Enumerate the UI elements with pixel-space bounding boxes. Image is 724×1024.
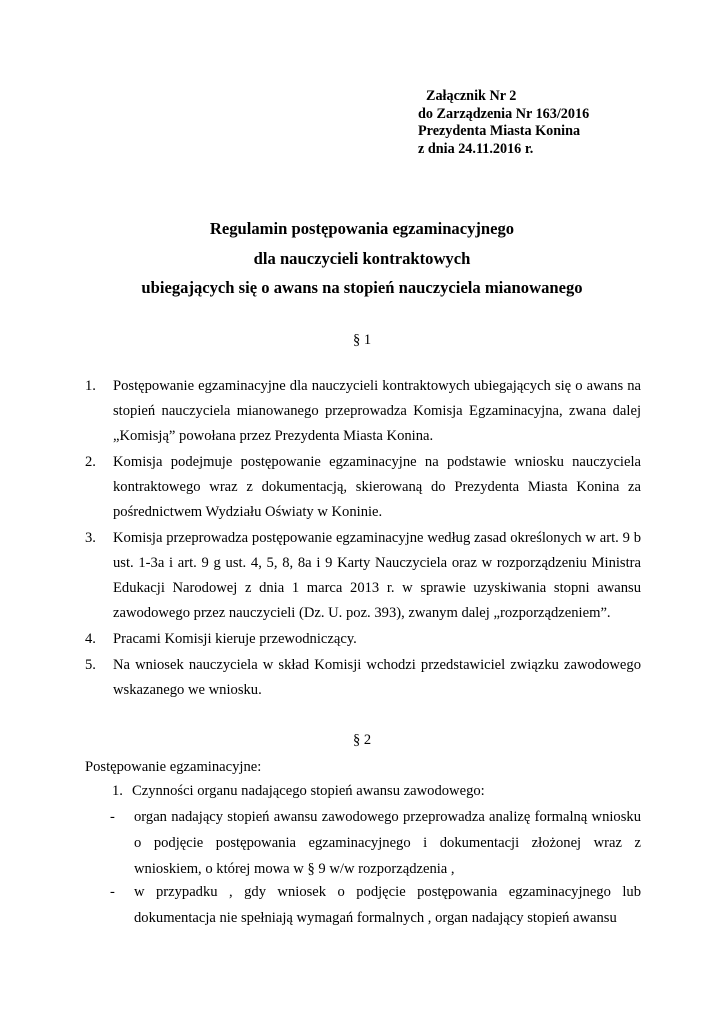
section-2-subitem [112, 779, 485, 804]
section-2-heading: § 2 [352, 732, 372, 748]
list-item-text: Postępowanie egzaminacyjne dla nauczycieli kontraktowych ubiegających się o awans na stopień nauczyciela mianowanego przeprowadza Komisja Egzaminacyjna, zwana dalej „Komisją” powołana przez Prezydenta Miasta Konina. [113, 378, 641, 444]
list-item-number: 3. [85, 530, 96, 546]
list-item [85, 526, 641, 626]
list-item [85, 450, 641, 525]
dash-item-text: w przypadku , gdy wniosek o podjęcie postępowania egzaminacyjnego lub dokumentacja nie spełniają wymagań formalnych , organ nadający stopień awansu [134, 884, 641, 926]
list-item-number: 2. [85, 454, 96, 470]
list-item-number: 5. [85, 657, 96, 673]
dash-item [110, 804, 641, 882]
section-1-list [85, 374, 641, 704]
subitem-text: Czynności organu nadającego stopień awansu zawodowego: [132, 783, 485, 799]
document-title [0, 214, 724, 303]
dash-item [110, 879, 641, 931]
title-line-1: Regulamin postępowania egzaminacyjnego [209, 219, 515, 238]
dash-marker: - [110, 809, 115, 825]
title-line-2: dla nauczycieli kontraktowych [253, 248, 471, 268]
section-1-heading: § 1 [352, 332, 372, 348]
attachment-header [418, 88, 589, 158]
title-line-3: ubiegających się o awans na stopień nauczyciela mianowanego [141, 278, 583, 297]
list-item [85, 653, 641, 703]
list-item-number: 1. [85, 378, 96, 394]
list-item-number: 4. [85, 631, 96, 647]
list-item-text: Komisja przeprowadza postępowanie egzaminacyjne według zasad określonych w art. 9 b ust. 1-3a i art. 9 g ust. 4, 5, 8, 8a i 9 Karty Nauczyciela oraz w rozporządzeniu Ministra Edukacji Narodowej z dnia 1 marca 2013 r. w sprawie uzyskiwania stopni awansu zawodowego przez nauczycieli (Dz. U. poz. 393), zwanym dalej „rozporządzeniem”. [113, 530, 641, 621]
dash-marker: - [110, 884, 115, 900]
attachment-number: Załącznik Nr 2 [426, 88, 517, 104]
ordinance-reference: do Zarządzenia Nr 163/2016 [418, 105, 590, 122]
list-item-text: Pracami Komisji kieruje przewodniczący. [113, 631, 357, 647]
list-item [85, 627, 641, 652]
list-item-text: Komisja podejmuje postępowanie egzaminacyjne na podstawie wniosku nauczyciela kontraktowego wraz z dokumentacją, skierowaną do Prezydenta Miasta Konina za pośrednictwem Wydziału Oświaty w Koninie. [113, 454, 641, 520]
list-item [85, 374, 641, 449]
issuer-name: Prezydenta Miasta Konina [418, 123, 581, 139]
list-item-text: Na wniosek nauczyciela w skład Komisji wchodzi przedstawiciel związku zawodowego wskazanego we wniosku. [113, 657, 641, 698]
dash-item-text: organ nadający stopień awansu zawodowego przeprowadza analizę formalną wniosku o podjęcie postępowania egzaminacyjnego i dokumentacji złożonej wraz z wnioskiem, o której mowa w § 9 w/w rozporządzenia , [134, 809, 641, 877]
subitem-number: 1. [112, 783, 123, 799]
issue-date: z dnia 24.11.2016 r. [418, 140, 534, 157]
section-2-intro: Postępowanie egzaminacyjne: [85, 759, 262, 775]
